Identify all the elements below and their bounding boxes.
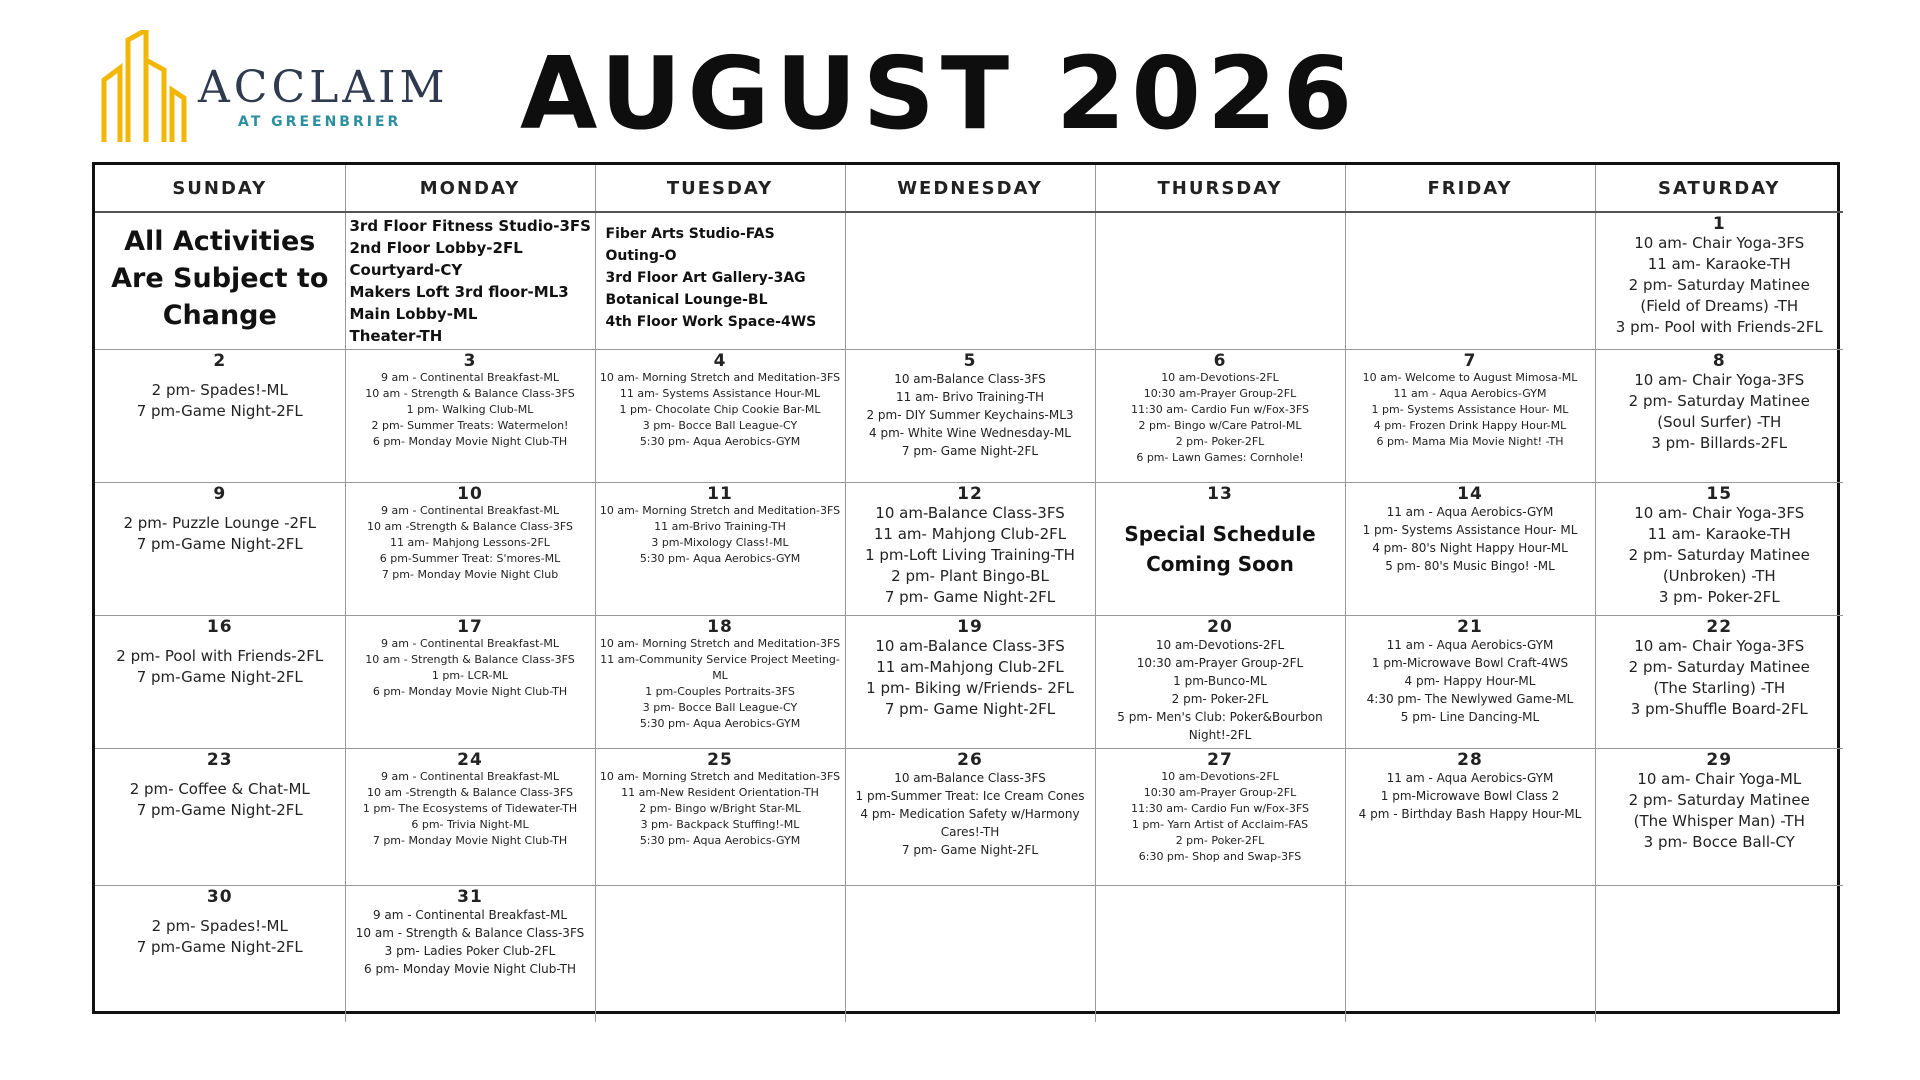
event: 9 am - Continental Breakfast-ML	[381, 504, 559, 517]
acclaim-logo	[100, 30, 460, 150]
event: 5:30 pm- Aqua Aerobics-GYM	[639, 834, 801, 847]
event: 4 pm- Happy Hour-ML	[1404, 674, 1536, 688]
day-cell	[1345, 350, 1595, 483]
event: 7 pm- Game Night-2FL	[901, 843, 1039, 857]
legend-item: Fiber Arts Studio-FAS	[605, 226, 775, 242]
legend-item: Theater-TH	[349, 327, 443, 345]
event: 3 pm- Bocce Ball League-CY	[642, 419, 798, 432]
event: 2 pm- Plant Bingo-BL	[891, 567, 1049, 585]
event: 1 pm- Yarn Artist of Acclaim-FAS	[1131, 818, 1309, 831]
legend-item: 2nd Floor Lobby-2FL	[349, 239, 523, 257]
event: 3 pm- Bocce Ball League-CY	[642, 701, 798, 714]
event: 10 am- Chair Yoga-ML	[1637, 770, 1802, 788]
event: 6 pm- Lawn Games: Cornhole!	[1136, 451, 1304, 464]
event: 11 am- Karaoke-TH	[1647, 525, 1791, 543]
event: 1 pm- Chocolate Chip Cookie Bar-ML	[619, 403, 821, 416]
event: 2 pm- Saturday Matinee	[1628, 392, 1810, 410]
event: 3 pm- Billards-2FL	[1651, 434, 1788, 452]
event: 6 pm- Monday Movie Night Club-TH	[364, 962, 576, 976]
event: 1 pm-Microwave Bowl Craft-4WS	[1371, 656, 1569, 670]
day-cell	[1595, 212, 1843, 350]
event: 10 am-Balance Class-3FS	[875, 637, 1065, 655]
day-number: 21	[1457, 617, 1483, 637]
event: 2 pm- Saturday Matinee	[1628, 276, 1810, 294]
event: 10 am- Chair Yoga-3FS	[1634, 637, 1805, 655]
event: 2 pm- Pool with Friends-2FL	[116, 647, 324, 665]
event: 2 pm- Saturday Matinee	[1628, 791, 1810, 809]
special-schedule-notice: Special Schedule Coming Soon	[1124, 522, 1316, 576]
day-number: 25	[707, 750, 733, 770]
day-cell	[345, 350, 595, 483]
day-cell	[595, 749, 845, 886]
event: 7 pm- Game Night-2FL	[884, 700, 1056, 718]
event: 11:30 am- Cardio Fun w/Fox-3FS	[1131, 802, 1309, 815]
event: 11 am- Mahjong Lessons-2FL	[390, 536, 550, 549]
day-number: 8	[1712, 351, 1726, 371]
day-cell	[1095, 616, 1345, 749]
event: 3 pm-Shuffle Board-2FL	[1630, 700, 1808, 718]
event: 4 pm- 80's Night Happy Hour-ML	[1372, 541, 1568, 555]
event: 2 pm- Bingo w/Care Patrol-ML	[1138, 419, 1302, 432]
event: 6:30 pm- Shop and Swap-3FS	[1138, 850, 1302, 863]
event: 11 am- Brivo Training-TH	[896, 390, 1044, 404]
day-number: 27	[1207, 750, 1233, 770]
legend-cell	[595, 212, 845, 350]
event: 9 am - Continental Breakfast-ML	[372, 908, 568, 922]
event: 7 pm-Game Night-2FL	[136, 938, 303, 956]
day-number: 30	[206, 887, 233, 907]
event: 10 am-Devotions-2FL	[1161, 371, 1279, 384]
event: 9 am - Continental Breakfast-ML	[381, 637, 559, 650]
day-number: 7	[1463, 351, 1477, 371]
day-number: 16	[206, 617, 233, 637]
event: 2 pm- Spades!-ML	[151, 381, 288, 399]
empty-day-cell	[1095, 212, 1345, 350]
day-cell	[1595, 616, 1843, 749]
day-cell	[1595, 749, 1843, 886]
day-number: 26	[957, 750, 983, 770]
building-logo-icon	[100, 30, 190, 145]
legend-item: Makers Loft 3rd floor-ML3	[349, 283, 569, 301]
event: 1 pm- LCR-ML	[431, 669, 509, 682]
event: 11 am-New Resident Orientation-TH	[621, 786, 819, 799]
legend-item: Outing-O	[605, 248, 677, 264]
weekday-header: SATURDAY	[1595, 165, 1843, 212]
day-number: 6	[1213, 351, 1227, 371]
event: 10 am- Morning Stretch and Meditation-3FS	[599, 504, 841, 517]
event: 2 pm- Puzzle Lounge -2FL	[123, 514, 317, 532]
event: 2 pm- DIY Summer Keychains-ML3	[866, 408, 1074, 422]
event: 10 am- Morning Stretch and Meditation-3FS	[599, 637, 841, 650]
event: 4 pm- Medication Safety w/Harmony Cares!-TH	[860, 807, 1080, 839]
calendar-grid	[92, 162, 1840, 1014]
event: 11 am- Systems Assistance Hour-ML	[619, 387, 821, 400]
day-number: 4	[713, 351, 727, 371]
legend-item: 3rd Floor Art Gallery-3AG	[605, 270, 806, 286]
day-cell	[95, 350, 345, 483]
day-number: 28	[1457, 750, 1483, 770]
event: 10 am-Devotions-2FL	[1161, 770, 1279, 783]
day-cell	[845, 749, 1095, 886]
event: 4 pm - Birthday Bash Happy Hour-ML	[1358, 807, 1582, 821]
event: 1 pm- Walking Club-ML	[406, 403, 534, 416]
event: 11 am- Mahjong Club-2FL	[873, 525, 1067, 543]
day-number: 18	[707, 617, 733, 637]
event: 11 am- Karaoke-TH	[1647, 255, 1791, 273]
week-row	[95, 886, 1843, 1022]
event: 11:30 am- Cardio Fun w/Fox-3FS	[1131, 403, 1309, 416]
event: 3 pm- Backpack Stuffing!-ML	[640, 818, 800, 831]
week-row	[95, 212, 1843, 350]
day-number: 29	[1706, 750, 1733, 770]
empty-day-cell	[1595, 886, 1843, 1022]
day-number: 24	[457, 750, 483, 770]
event: 2 pm- Bingo w/Bright Star-ML	[639, 802, 801, 815]
event: 2 pm- Saturday Matinee	[1628, 658, 1810, 676]
event: 1 pm- Systems Assistance Hour- ML	[1362, 523, 1578, 537]
day-number: 1	[1712, 214, 1726, 234]
day-cell	[95, 749, 345, 886]
logo-subtitle: AT GREENBRIER	[238, 114, 402, 130]
event: 1 pm-Couples Portraits-3FS	[645, 685, 795, 698]
legend-item: Courtyard-CY	[349, 261, 463, 279]
weekday-header: WEDNESDAY	[845, 165, 1095, 212]
event: 7 pm-Game Night-2FL	[136, 801, 303, 819]
event: 6 pm- Trivia Night-ML	[411, 818, 529, 831]
event: 11 am-Brivo Training-TH	[654, 520, 786, 533]
event: 1 pm-Summer Treat: Ice Cream Cones	[855, 789, 1085, 803]
event: 7 pm- Monday Movie Night Club-TH	[372, 834, 568, 847]
day-cell	[1095, 749, 1345, 886]
event: 1 pm- The Ecosystems of Tidewater-TH	[362, 802, 578, 815]
event: 10:30 am-Prayer Group-2FL	[1143, 786, 1297, 799]
day-cell	[1595, 350, 1843, 483]
day-cell	[95, 886, 345, 1022]
day-number: 10	[457, 484, 483, 504]
empty-day-cell	[1345, 212, 1595, 350]
notice-text: All Activities Are Subject to Change	[111, 226, 329, 331]
page-title: AUGUST 2026	[520, 35, 1359, 152]
event: 7 pm-Game Night-2FL	[136, 535, 303, 553]
event: 4 pm- Frozen Drink Happy Hour-ML	[1373, 419, 1567, 432]
day-number: 9	[213, 484, 227, 504]
event: 4 pm- White Wine Wednesday-ML	[869, 426, 1071, 440]
event: 1 pm-Microwave Bowl Class 2	[1380, 789, 1560, 803]
event: 5 pm- Men's Club: Poker&Bourbon Night!-2FL	[1117, 710, 1323, 742]
event: 6 pm- Monday Movie Night Club-TH	[372, 685, 568, 698]
event: 11 am - Aqua Aerobics-GYM	[1386, 638, 1554, 652]
day-cell	[345, 616, 595, 749]
event: 10 am-Devotions-2FL	[1155, 638, 1285, 652]
event: 6 pm- Mama Mia Movie Night! -TH	[1376, 435, 1564, 448]
event: 3 pm-Mixology Class!-ML	[651, 536, 789, 549]
legend-cell	[345, 212, 595, 350]
weekday-header: TUESDAY	[595, 165, 845, 212]
day-number: 20	[1207, 617, 1233, 637]
event: 10 am- Welcome to August Mimosa-ML	[1362, 371, 1578, 384]
day-cell	[345, 886, 595, 1022]
event: 7 pm- Game Night-2FL	[901, 444, 1039, 458]
day-cell	[95, 483, 345, 616]
event: 11 am - Aqua Aerobics-GYM	[1393, 387, 1547, 400]
day-cell	[1345, 749, 1595, 886]
empty-day-cell	[845, 886, 1095, 1022]
event: 1 pm-Bunco-ML	[1173, 674, 1267, 688]
legend-item: 4th Floor Work Space-4WS	[605, 314, 817, 330]
event: 10 am- Chair Yoga-3FS	[1634, 371, 1805, 389]
week-row	[95, 749, 1843, 886]
day-cell	[1345, 483, 1595, 616]
day-cell	[845, 350, 1095, 483]
event: (Field of Dreams) -TH	[1640, 297, 1799, 315]
day-number: 19	[957, 617, 983, 637]
day-number: 2	[213, 351, 227, 371]
event: 10 am-Balance Class-3FS	[894, 372, 1046, 386]
day-number: 31	[457, 887, 483, 907]
day-cell	[1095, 350, 1345, 483]
day-number: 15	[1706, 484, 1733, 504]
event: 6 pm- Monday Movie Night Club-TH	[372, 435, 568, 448]
day-number: 22	[1706, 617, 1733, 637]
event: 2 pm- Summer Treats: Watermelon!	[371, 419, 569, 432]
event: 1 pm- Biking w/Friends- 2FL	[866, 679, 1074, 697]
event: 11 am - Aqua Aerobics-GYM	[1386, 505, 1554, 519]
day-number: 23	[206, 750, 233, 770]
day-cell	[1595, 483, 1843, 616]
event: 1 pm- Systems Assistance Hour- ML	[1371, 403, 1569, 416]
event: (The Whisper Man) -TH	[1633, 812, 1805, 830]
event: 10:30 am-Prayer Group-2FL	[1143, 387, 1297, 400]
event: 7 pm-Game Night-2FL	[136, 668, 303, 686]
day-number: 14	[1457, 484, 1483, 504]
event: 7 pm-Game Night-2FL	[136, 402, 303, 420]
day-cell	[845, 483, 1095, 616]
empty-day-cell	[1095, 886, 1345, 1022]
event: 2 pm- Spades!-ML	[151, 917, 288, 935]
location-legend	[348, 215, 593, 347]
empty-day-cell	[1345, 886, 1595, 1022]
day-cell	[595, 616, 845, 749]
event: 10 am- Morning Stretch and Meditation-3FS	[599, 371, 841, 384]
day-cell	[1345, 616, 1595, 749]
week-row	[95, 350, 1843, 483]
weekday-header-row	[95, 165, 1843, 212]
event: 11 am-Community Service Project Meeting-ML	[600, 653, 840, 682]
weekday-header: MONDAY	[345, 165, 595, 212]
legend-item: 3rd Floor Fitness Studio-3FS	[349, 217, 591, 235]
event: 2 pm- Poker-2FL	[1175, 834, 1265, 847]
event: 3 pm- Pool with Friends-2FL	[1615, 318, 1823, 336]
legend-item: Botanical Lounge-BL	[605, 292, 768, 308]
event: 10 am- Morning Stretch and Meditation-3FS	[599, 770, 841, 783]
event: 2 pm- Poker-2FL	[1175, 435, 1265, 448]
logo-wordmark: ACCLAIM	[198, 62, 449, 113]
event: 10 am- Chair Yoga-3FS	[1634, 234, 1805, 252]
event: (The Starling) -TH	[1653, 679, 1786, 697]
day-cell	[595, 350, 845, 483]
empty-day-cell	[845, 212, 1095, 350]
event: (Soul Surfer) -TH	[1657, 413, 1782, 431]
event: 10 am -Strength & Balance Class-3FS	[367, 786, 573, 799]
event: 5 pm- 80's Music Bingo! -ML	[1385, 559, 1555, 573]
event: 6 pm-Summer Treat: S'mores-ML	[379, 552, 561, 565]
event: 2 pm- Coffee & Chat-ML	[129, 780, 310, 798]
event: 4:30 pm- The Newlywed Game-ML	[1366, 692, 1574, 706]
event: 3 pm- Ladies Poker Club-2FL	[384, 944, 556, 958]
event: 11 am - Aqua Aerobics-GYM	[1386, 771, 1554, 785]
event: 10 am-Balance Class-3FS	[894, 771, 1046, 785]
event: 5:30 pm- Aqua Aerobics-GYM	[639, 717, 801, 730]
day-cell	[845, 616, 1095, 749]
event: 10:30 am-Prayer Group-2FL	[1136, 656, 1304, 670]
event: 10 am- Chair Yoga-3FS	[1634, 504, 1805, 522]
notice-cell	[95, 212, 345, 350]
weekday-header: SUNDAY	[95, 165, 345, 212]
day-cell	[95, 616, 345, 749]
day-cell	[595, 483, 845, 616]
day-number: 3	[463, 351, 477, 371]
weekday-header: FRIDAY	[1345, 165, 1595, 212]
event: 9 am - Continental Breakfast-ML	[381, 770, 559, 783]
empty-day-cell	[595, 886, 845, 1022]
event: 3 pm- Poker-2FL	[1658, 588, 1780, 606]
event: 9 am - Continental Breakfast-ML	[381, 371, 559, 384]
event: 5:30 pm- Aqua Aerobics-GYM	[639, 552, 801, 565]
day-cell	[345, 749, 595, 886]
event: 10 am-Balance Class-3FS	[875, 504, 1065, 522]
location-legend	[598, 215, 843, 333]
week-row	[95, 616, 1843, 749]
day-cell	[1095, 483, 1345, 616]
legend-item: Main Lobby-ML	[349, 305, 478, 323]
event: 2 pm- Saturday Matinee	[1628, 546, 1810, 564]
week-row	[95, 483, 1843, 616]
event: 7 pm- Monday Movie Night Club	[381, 568, 559, 581]
event: 10 am - Strength & Balance Class-3FS	[365, 387, 575, 400]
event: 10 am - Strength & Balance Class-3FS	[355, 926, 585, 940]
weekday-header: THURSDAY	[1095, 165, 1345, 212]
day-number: 13	[1207, 484, 1233, 504]
event: 11 am-Mahjong Club-2FL	[876, 658, 1064, 676]
day-number: 11	[707, 484, 733, 504]
day-number: 17	[457, 617, 483, 637]
event: 7 pm- Game Night-2FL	[884, 588, 1056, 606]
event: 10 am -Strength & Balance Class-3FS	[367, 520, 573, 533]
day-cell	[345, 483, 595, 616]
event: 1 pm-Loft Living Training-TH	[865, 546, 1075, 564]
event: 5 pm- Line Dancing-ML	[1400, 710, 1540, 724]
event: (Unbroken) -TH	[1662, 567, 1776, 585]
event: 10 am - Strength & Balance Class-3FS	[365, 653, 575, 666]
day-number: 5	[963, 351, 977, 371]
event: 3 pm- Bocce Ball-CY	[1643, 833, 1795, 851]
event: 2 pm- Poker-2FL	[1171, 692, 1269, 706]
day-number: 12	[957, 484, 983, 504]
event: 5:30 pm- Aqua Aerobics-GYM	[639, 435, 801, 448]
